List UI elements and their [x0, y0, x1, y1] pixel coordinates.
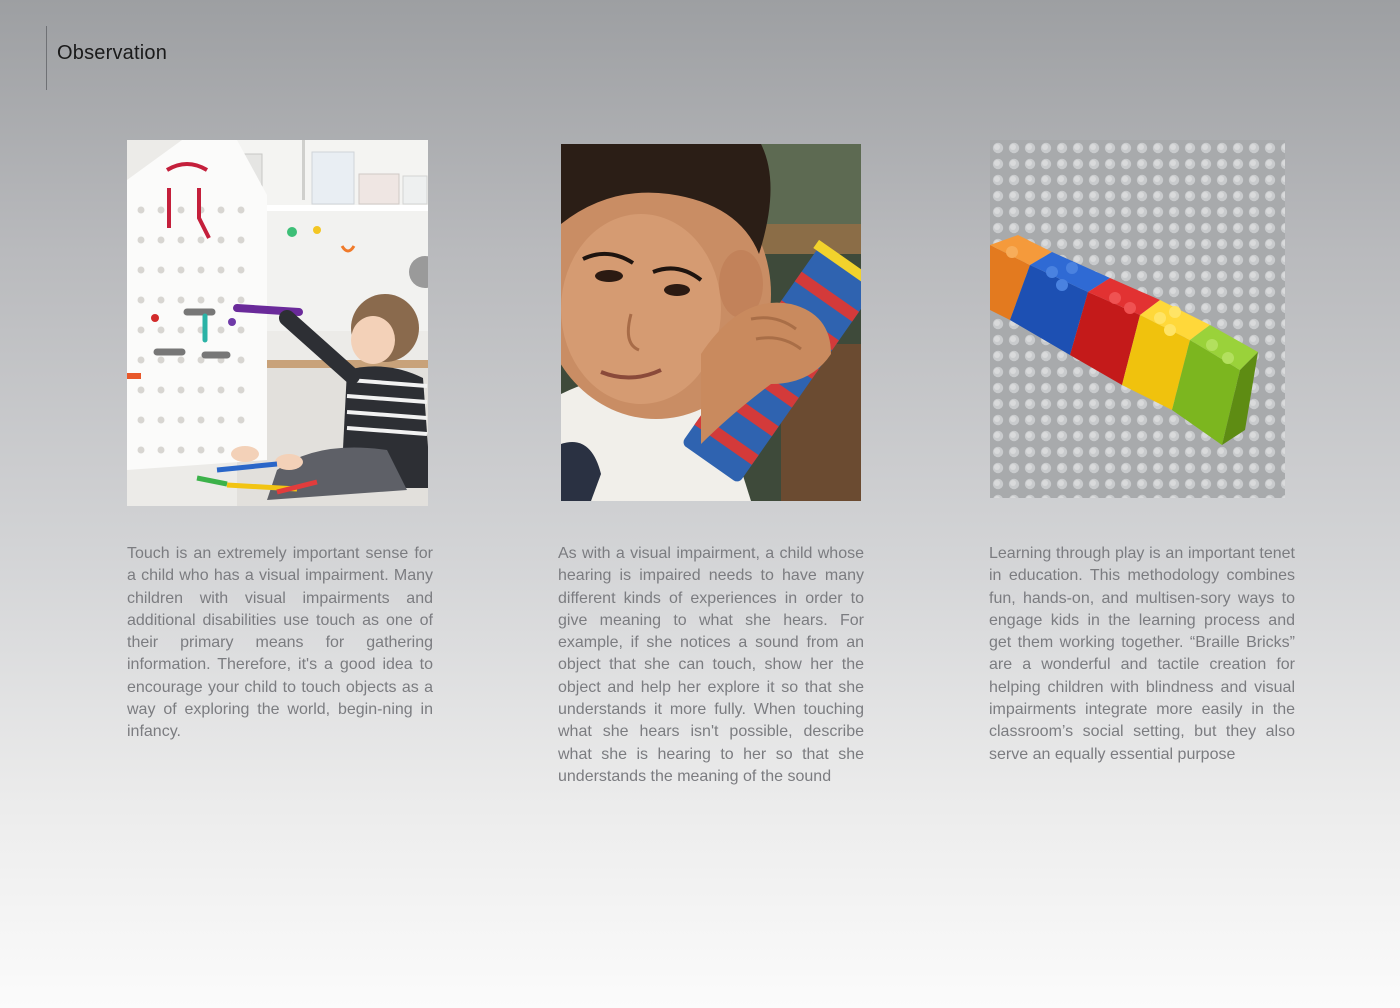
photo-braille-bricks [990, 140, 1285, 498]
caption-hearing: As with a visual impairment, a child whose hearing is impaired needs to have many different kinds of experiences in order to give meaning to what she hears. For example, if she notices a sound from an object that she can touch, show her the object and help her explore it so that she understands it more fully. When touching what she hears isn't possible, describe what she is hearing to her so that she understands the meaning of the sound [558, 545, 864, 785]
photo-toddler-pegboard [127, 140, 428, 506]
caption-touch: Touch is an extremely important sense for a child who has a visual impairment. Many children with visual impairments and additional disabilities use touch as one of their primary means for gathering information. Therefore, it's a good idea to encourage your child to touch objects as a way of exploring the world, begin-ning in infancy. [127, 545, 433, 741]
page-title: Observation [57, 42, 168, 64]
caption-braille-bricks: Learning through play is an important tenet in education. This methodology combines fun, hands-on, and multisen-sory ways to engage kids in the learning process and get them working together. “Braille Bricks” are a wonderful and tactile creation for helping children with blindness and visual impairments integrate more easily in the classroom’s social setting, but they also serve an equally essential purpose [989, 545, 1295, 763]
photo-boy-listening-tube [561, 144, 861, 501]
header-divider [46, 26, 47, 90]
